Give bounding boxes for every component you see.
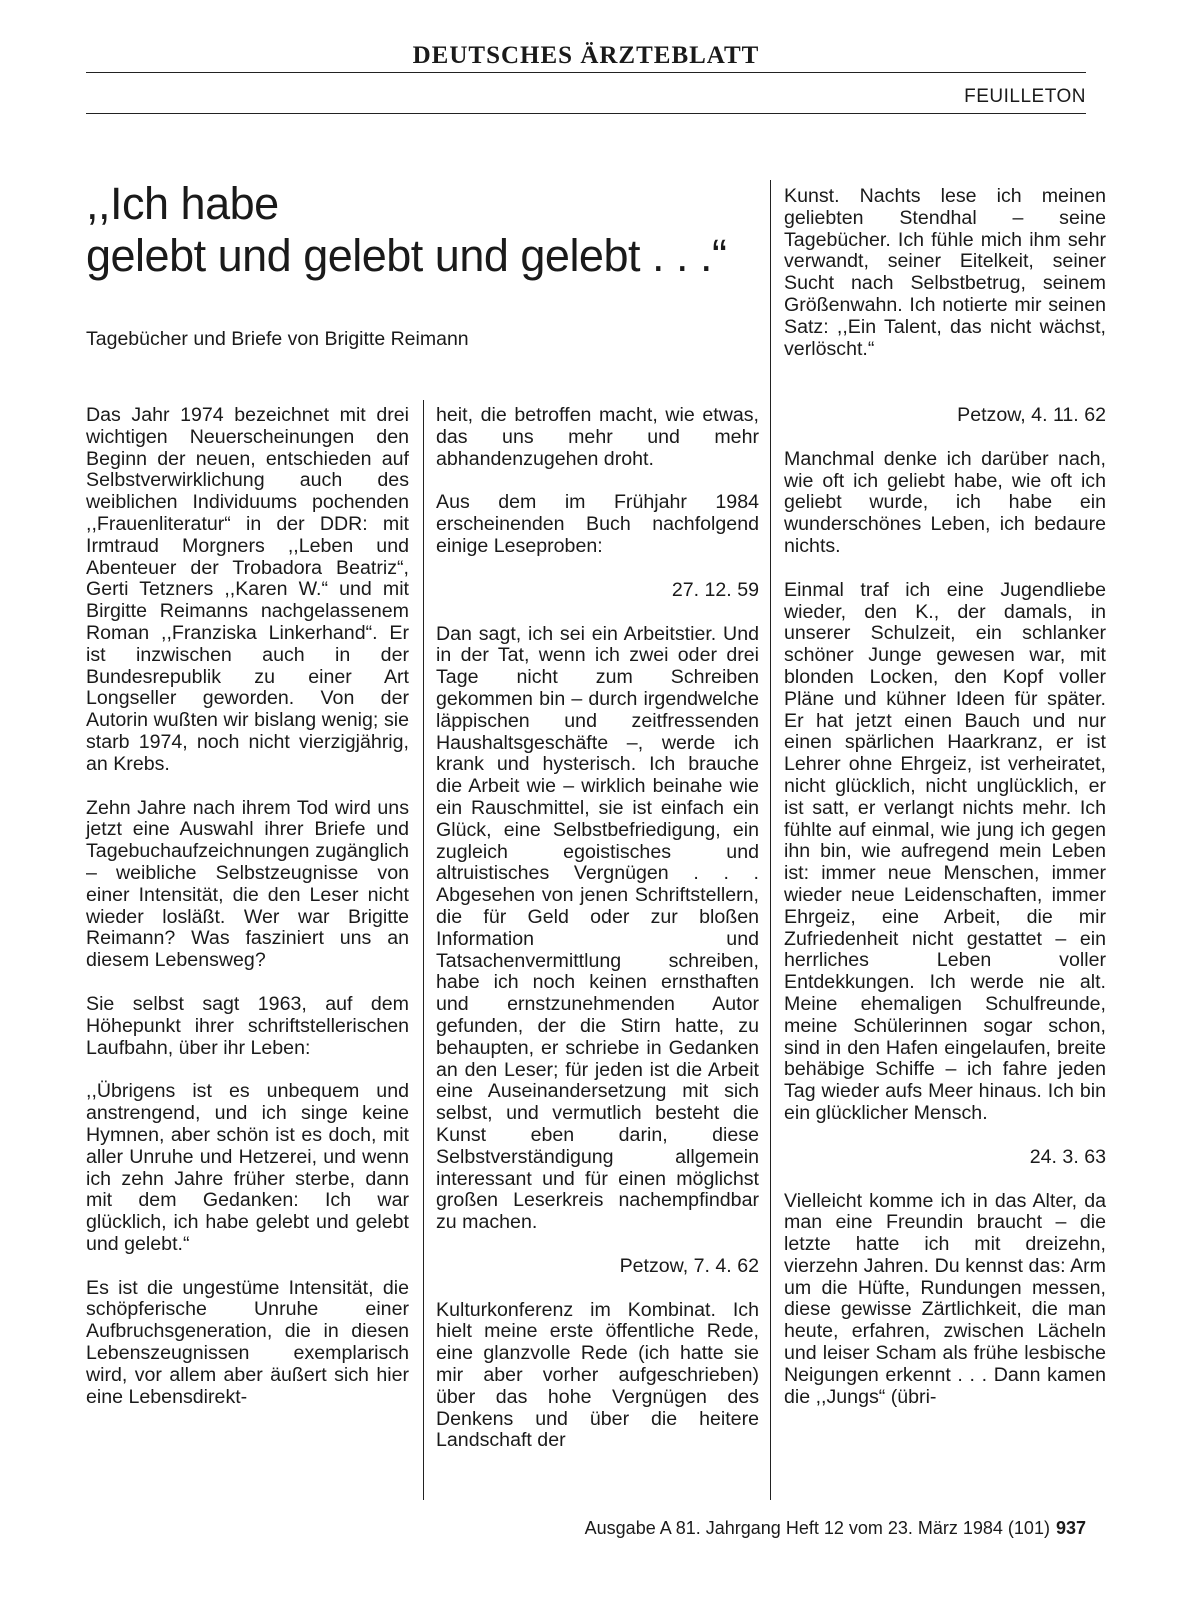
paragraph: Zehn Jahre nach ihrem Tod wird uns jetzt eine Auswahl ihrer Briefe und Tagebuchaufzeichnungen zugänglich – weibliche Selbstzeugnisse von einer Intensität, die den Leser nicht wieder losläßt. Wer war Brigitte Reimann? Was fasziniert uns an diesem Lebensweg? (86, 796, 409, 972)
paragraph: heit, die betroffen macht, wie etwas, das uns mehr und mehr abhandenzugehen droht. (436, 404, 759, 470)
column-2 (436, 405, 759, 1452)
paragraph: Es ist die ungestüme Intensität, die schöpferische Unruhe einer Aufbruchsgeneration, die in diesen Lebenszeugnissen exemplarisch wird, vor allem aber äußert sich hier eine Lebensdirekt- (86, 1276, 409, 1408)
quote-paragraph: ,,Übrigens ist es unbequem und anstrengend, und ich singe keine Hymnen, aber schön ist es doch, mit aller Unruhe und Hetzerei, und wenn ich zehn Jahre früher sterbe, dann mit dem Gedanken: Ich war glücklich, ich habe gelebt und gelebt und gelebt.“ (86, 1080, 409, 1255)
paragraph: Das Jahr 1974 bezeichnet mit drei wichtigen Neuerscheinungen den Beginn der neuen, entschieden auf Selbstverwirklichung auch des weiblichen Individuums pochenden ,,Frauenliteratur“ in der DDR: mit Irmtraud Morgners ,,Leben und Abenteuer der Trobadora Beatriz“, Gerti Tetzners ,,Karen W.“ und mit Birgitte Reimanns nachgelassenem Roman ,,Franziska Linkerhand“. Er ist inzwischen auch in der Bundesrepublik zu einer Art Longseller geworden. Von der Autorin wußten wir bislang wenig; sie starb 1974, noch nicht vierzigjährig, an Krebs. (86, 404, 409, 775)
column-3-top-paragraph: Kunst. Nachts lese ich meinen geliebten Stendhal – seine Tagebücher. Ich fühle mich ihm sehr verwandt, seiner Eitelkeit, seiner Sucht nach Selbstbetrug, seinem Größenwahn. Ich notierte mir seinen Satz: ,,Ein Talent, das nicht wächst, verlöscht.“ (784, 185, 1106, 360)
paragraph: Aus dem im Frühjahr 1984 erscheinenden Buch nachfolgend einige Leseproben: (436, 491, 759, 557)
column-1 (86, 405, 409, 1408)
column-divider-2 (770, 180, 771, 1500)
diary-date: Petzow, 4. 11. 62 (957, 404, 1106, 426)
column-divider-1 (423, 400, 424, 1500)
section-label: FEUILLETON (964, 86, 1086, 107)
article-title (86, 178, 766, 282)
masthead-rule (86, 72, 1086, 73)
article-title-line-2: gelebt und gelebt und gelebt . . .“ (86, 230, 727, 281)
journal-masthead: DEUTSCHES ÄRZTEBLATT (412, 42, 760, 69)
diary-date: Petzow, 7. 4. 62 (619, 1254, 759, 1277)
page-footer (585, 1518, 1086, 1539)
diary-entry: Kulturkonferenz im Kombinat. Ich hielt meine erste öffentliche Rede, eine glanzvolle Rede (ich hatte sie mir aber vorher aufgeschrieben) über das hohe Vergnügen des Denkens und über die heitere Landschaft der (436, 1298, 759, 1452)
diary-date: 24. 3. 63 (1029, 1145, 1106, 1168)
article-subtitle: Tagebücher und Briefe von Brigitte Reimann (86, 328, 469, 350)
diary-date: 27. 12. 59 (671, 578, 759, 601)
diary-entry: Manchmal denke ich darüber nach, wie oft ich geliebt habe, wie oft ich geliebt wurde, ich habe ein wunderschönes Leben, ich bedaure nichts. (784, 447, 1106, 557)
diary-entry: Einmal traf ich eine Jugendliebe wieder, den K., der damals, in unserer Schulzeit, ein schlanker schöner Junge gewesen war, mit blonden Locken, den Kopf voller Pläne und kühner Ideen für später. Er hat jetzt einen Bauch und nur einen spärlichen Haarkranz, er ist Lehrer ohne Ehrgeiz, ist verheiratet, nicht glücklich, nicht unglücklich, er ist satt, er verlangt nichts mehr. Ich fühlte auf einmal, wie jung ich gegen ihn bin, wie aufregend mein Leben ist: immer neue Menschen, immer wieder neue Leidenschaften, immer Ehrgeiz, eine Arbeit, die mir Zufriedenheit nicht gestattet – ein herrliches Leben voller Entdekkungen. Ich werde nie alt. Meine ehemaligen Schulfreunde, meine Schülerinnen sogar schon, sind in den Hafen eingelaufen, breite behäbige Schiffe – ich fahre jeden Tag wieder aufs Meer hinaus. Ich bin ein glücklicher Mensch. (784, 578, 1106, 1124)
diary-entry: Dan sagt, ich sei ein Arbeitstier. Und in der Tat, wenn ich zwei oder drei Tage nicht zum Schreiben gekommen bin – durch irgendwelche läppischen und zeitfressenden Haushaltsgeschäfte –, werde ich krank und hysterisch. Ich brauche die Arbeit wie – wirklich beinahe wie ein Rauschmittel, sie ist einfach ein Glück, eine Selbstbefriedigung, ein zugleich egoistisches und altruistisches Vergnügen . . . Abgesehen von jenen Schriftstellern, die für Geld oder zur bloßen Information und Tatsachenvermittlung schreiben, habe ich noch keinen ernsthaften und ernstzunehmenden Autor gefunden, der die Stirn hatte, zu behaupten, er schriebe in Gedanken an den Leser; für jeden ist die Arbeit eine Auseinandersetzung mit sich selbst, und vermutlich besteht die Kunst eben darin, diese Selbstverständigung allgemein interessant und für einen möglichst großen Leserkreis nachempfindbar zu machen. (436, 622, 759, 1234)
paragraph: Sie selbst sagt 1963, auf dem Höhepunkt ihrer schriftstellerischen Laufbahn, über ihr Leben: (86, 992, 409, 1059)
column-3 (784, 405, 1106, 1408)
page-number: 937 (1055, 1518, 1086, 1538)
diary-entry: Vielleicht komme ich in das Alter, da man eine Freundin braucht – die letzte hatte ich mit dreizehn, vierzehn Jahren. Du kennst das: Arm um die Hüfte, Rundungen messen, diese gewisse Zärtlichkeit, die man heute, erfahren, zwischen Lächeln und leiser Scham als frühe lesbische Neigungen erkennt . . . Dann kamen die ,,Jungs“ (übri- (784, 1189, 1106, 1408)
section-rule (86, 113, 1086, 114)
issue-info: Ausgabe A 81. Jahrgang Heft 12 vom 23. März 1984 (101) (584, 1518, 1050, 1538)
article-title-line-1: ,,Ich habe (86, 178, 279, 229)
